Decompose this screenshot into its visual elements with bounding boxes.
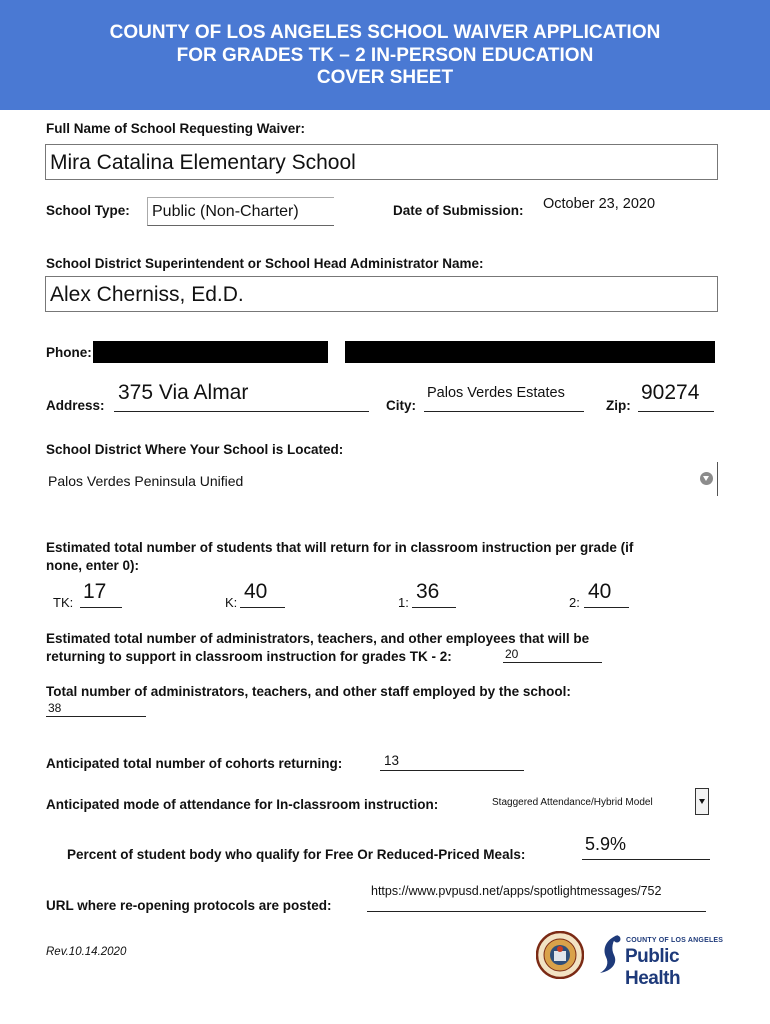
admin-name-value: Alex Cherniss, Ed.D. xyxy=(50,283,244,306)
attendance-dropdown-button[interactable] xyxy=(695,788,709,815)
date-label: Date of Submission: xyxy=(393,203,524,218)
district-select[interactable] xyxy=(46,462,719,496)
k-value: 40 xyxy=(244,580,268,603)
staff-returning-value: 20 xyxy=(505,647,519,661)
students-label xyxy=(46,539,633,575)
cohorts-label: Anticipated total number of cohorts returning: xyxy=(46,756,343,771)
admin-name-field[interactable] xyxy=(45,276,718,312)
revision-text: Rev.10.14.2020 xyxy=(46,946,127,958)
ph-logo-small-text: COUNTY OF LOS ANGELES xyxy=(626,937,724,944)
tk-field[interactable] xyxy=(80,578,122,608)
grade1-value: 36 xyxy=(416,580,440,603)
meals-field[interactable] xyxy=(582,833,710,860)
grade1-label: 1: xyxy=(398,595,409,610)
school-name-field[interactable] xyxy=(45,144,718,180)
zip-label: Zip: xyxy=(606,398,631,413)
phone-redaction-2 xyxy=(345,341,715,363)
public-health-logo-icon xyxy=(598,931,730,989)
district-label: School District Where Your School is Located: xyxy=(46,442,344,457)
phone-label: Phone: xyxy=(46,345,92,360)
staff-returning-line1: Estimated total number of administrators, teachers, and other employees that will be xyxy=(46,631,590,646)
county-seal-icon xyxy=(536,931,584,979)
address-label: Address: xyxy=(46,398,105,413)
zip-value: 90274 xyxy=(641,381,700,404)
meals-label: Percent of student body who qualify for Free Or Reduced-Priced Meals: xyxy=(67,847,526,862)
school-name-label: Full Name of School Requesting Waiver: xyxy=(46,121,306,136)
chevron-down-icon xyxy=(699,799,705,804)
address-value: 375 Via Almar xyxy=(118,381,249,404)
ph-logo-big-text: Public Health xyxy=(625,946,681,989)
title-line-1: COUNTY OF LOS ANGELES SCHOOL WAIVER APPLICATION xyxy=(109,22,661,43)
city-label: City: xyxy=(386,398,416,413)
tk-label: TK: xyxy=(53,595,74,610)
school-type-field[interactable] xyxy=(147,197,334,226)
url-label: URL where re-opening protocols are posted: xyxy=(46,898,332,913)
k-label: K: xyxy=(225,595,238,610)
attendance-label: Anticipated mode of attendance for In-classroom instruction: xyxy=(46,797,439,812)
tk-value: 17 xyxy=(83,580,107,603)
city-field[interactable] xyxy=(424,380,584,412)
grade2-field[interactable] xyxy=(584,578,629,608)
staff-total-field[interactable] xyxy=(46,699,146,717)
k-field[interactable] xyxy=(240,578,285,608)
staff-total-value: 38 xyxy=(48,701,62,715)
url-field[interactable] xyxy=(367,882,706,912)
title-line-3: COVER SHEET xyxy=(316,67,454,88)
grade1-field[interactable] xyxy=(412,578,456,608)
grade2-label: 2: xyxy=(569,595,580,610)
title-line-2: FOR GRADES TK – 2 IN-PERSON EDUCATION xyxy=(176,44,594,66)
staff-returning-line2: returning to support in classroom instruction for grades TK - 2: xyxy=(46,649,452,664)
url-value: https://www.pvpusd.net/apps/spotlightmessages/752 xyxy=(371,884,662,898)
chevron-down-icon xyxy=(703,476,709,481)
students-label-line2: none, enter 0): xyxy=(46,558,140,573)
cohorts-field[interactable] xyxy=(380,753,524,771)
zip-field[interactable] xyxy=(638,378,714,412)
meals-value: 5.9% xyxy=(585,834,627,854)
district-divider xyxy=(717,462,718,496)
school-name-value: Mira Catalina Elementary School xyxy=(50,151,356,174)
staff-total-label: Total number of administrators, teachers, and other staff employed by the school: xyxy=(46,684,571,699)
phone-redaction-1 xyxy=(93,341,328,363)
admin-name-label: School District Superintendent or School Head Administrator Name: xyxy=(46,256,484,271)
students-label-line1: Estimated total number of students that will return for in classroom instruction per grade (if xyxy=(46,540,634,555)
school-type-value: Public (Non-Charter) xyxy=(152,203,299,220)
staff-returning-field[interactable] xyxy=(503,646,602,663)
attendance-value[interactable]: Staggered Attendance/Hybrid Model xyxy=(492,797,653,808)
city-value: Palos Verdes Estates xyxy=(427,385,565,401)
cohorts-value: 13 xyxy=(384,753,400,768)
date-value[interactable]: October 23, 2020 xyxy=(543,196,656,212)
address-field[interactable] xyxy=(114,378,369,412)
district-dropdown-icon[interactable] xyxy=(700,472,713,485)
header-banner xyxy=(0,0,770,110)
school-type-label: School Type: xyxy=(46,203,130,218)
grade2-value: 40 xyxy=(588,580,612,603)
district-value: Palos Verdes Peninsula Unified xyxy=(48,473,244,489)
